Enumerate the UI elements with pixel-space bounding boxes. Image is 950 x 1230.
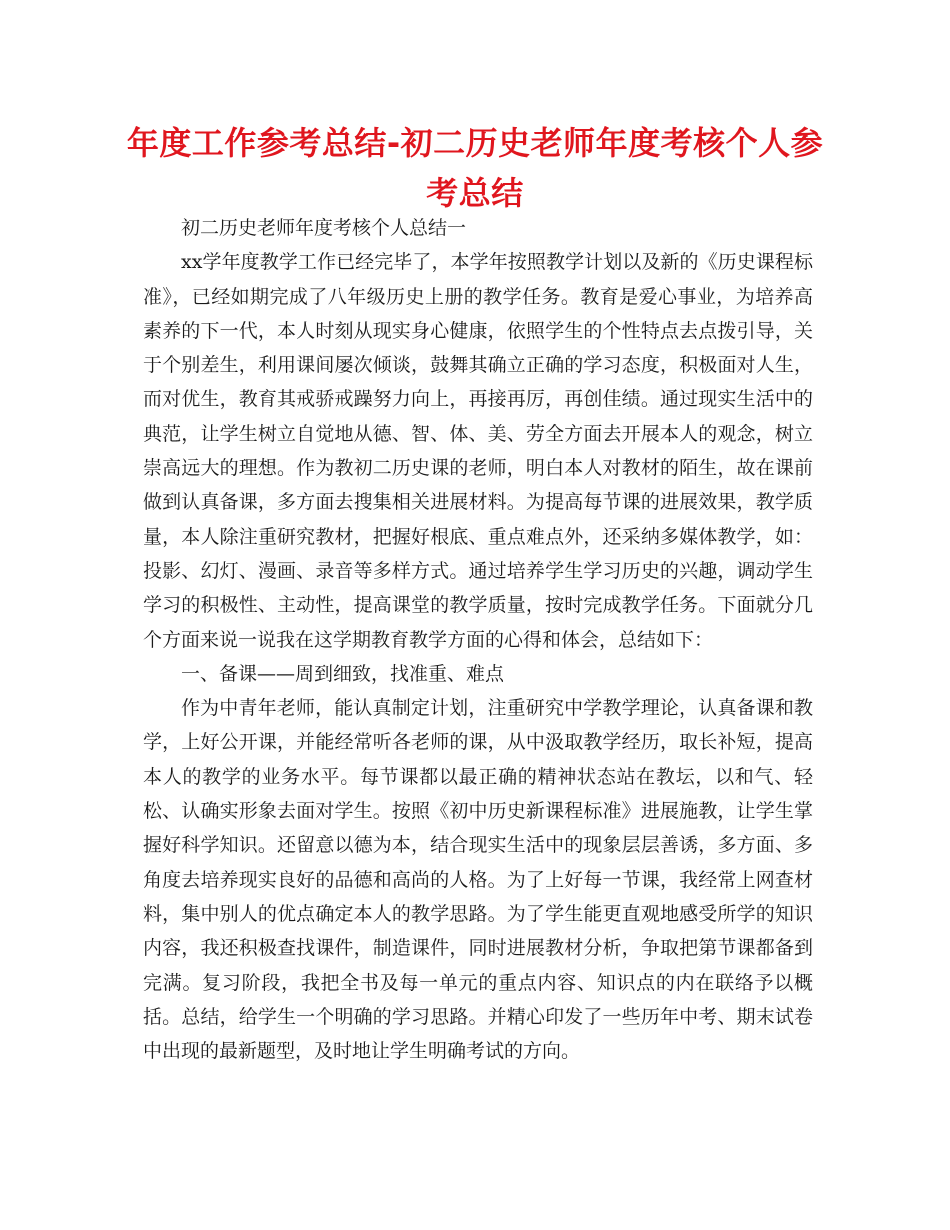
document-title: 年度工作参考总结-初二历史老师年度考核个人参考总结	[126, 124, 824, 212]
section-heading: 一、备课——周到细致，找准重、难点	[181, 662, 505, 685]
document-body	[143, 211, 813, 1068]
paragraph-intro: xx学年度教学工作已经完毕了，本学年按照教学计划以及新的《历史课程标准》，已经如期完成了八年级历史上册的教学任务。教育是爱心事业，为培养高素养的下一代，本人时刻从现实身心健康，依照学生的个性特点去点拨引导，关于个别差生，利用课间屡次倾谈，鼓舞其确立正确的学习态度，积极面对人生，而对优生，教育其戒骄戒躁努力向上，再接再厉，再创佳绩。通过现实生活中的典范，让学生树立自觉地从德、智、体、美、劳全方面去开展本人的观念，树立崇高远大的理想。作为教初二历史课的老师，明白本人对教材的陌生，故在课前做到认真备课，多方面去搜集相关进展材料。为提高每节课的进展效果，教学质量，本人除注重研究教材，把握好根底、重点难点外，还采纳多媒体教学，如：投影、幻灯、漫画、录音等多样方式。通过培养学生学习历史的兴趣，调动学生学习的积极性、主动性，提高课堂的教学质量，按时完成教学任务。下面就分几个方面来说一说我在这学期教育教学方面的心得和体会，总结如下：	[143, 251, 813, 651]
paragraph-subtitle: 初二历史老师年度考核个人总结一	[181, 217, 467, 239]
paragraph-section-body: 作为中青年老师，能认真制定计划，注重研究中学教学理论，认真备课和教学，上好公开课，并能经常听各老师的课，从中汲取教学经历，取长补短，提高本人的教学的业务水平。每节课都以最正确的精神状态站在教坛，以和气、轻松、认确实形象去面对学生。按照《初中历史新课程标准》进展施教，让学生掌握好科学知识。还留意以德为本，结合现实生活中的现象层层善诱，多方面、多角度去培养现实良好的品德和高尚的人格。为了上好每一节课，我经常上网查材料，集中别人的优点确定本人的教学思路。为了学生能更直观地感受所学的知识内容，我还积极查找课件，制造课件，同时进展教材分析，争取把第节课都备到完满。复习阶段，我把全书及每一单元的重点内容、知识点的内在联络予以概括。总结，给学生一个明确的学习思路。并精心印发了一些历年中考、期末试卷中出现的最新题型，及时地让学生明确考试的方向。	[143, 697, 813, 1063]
